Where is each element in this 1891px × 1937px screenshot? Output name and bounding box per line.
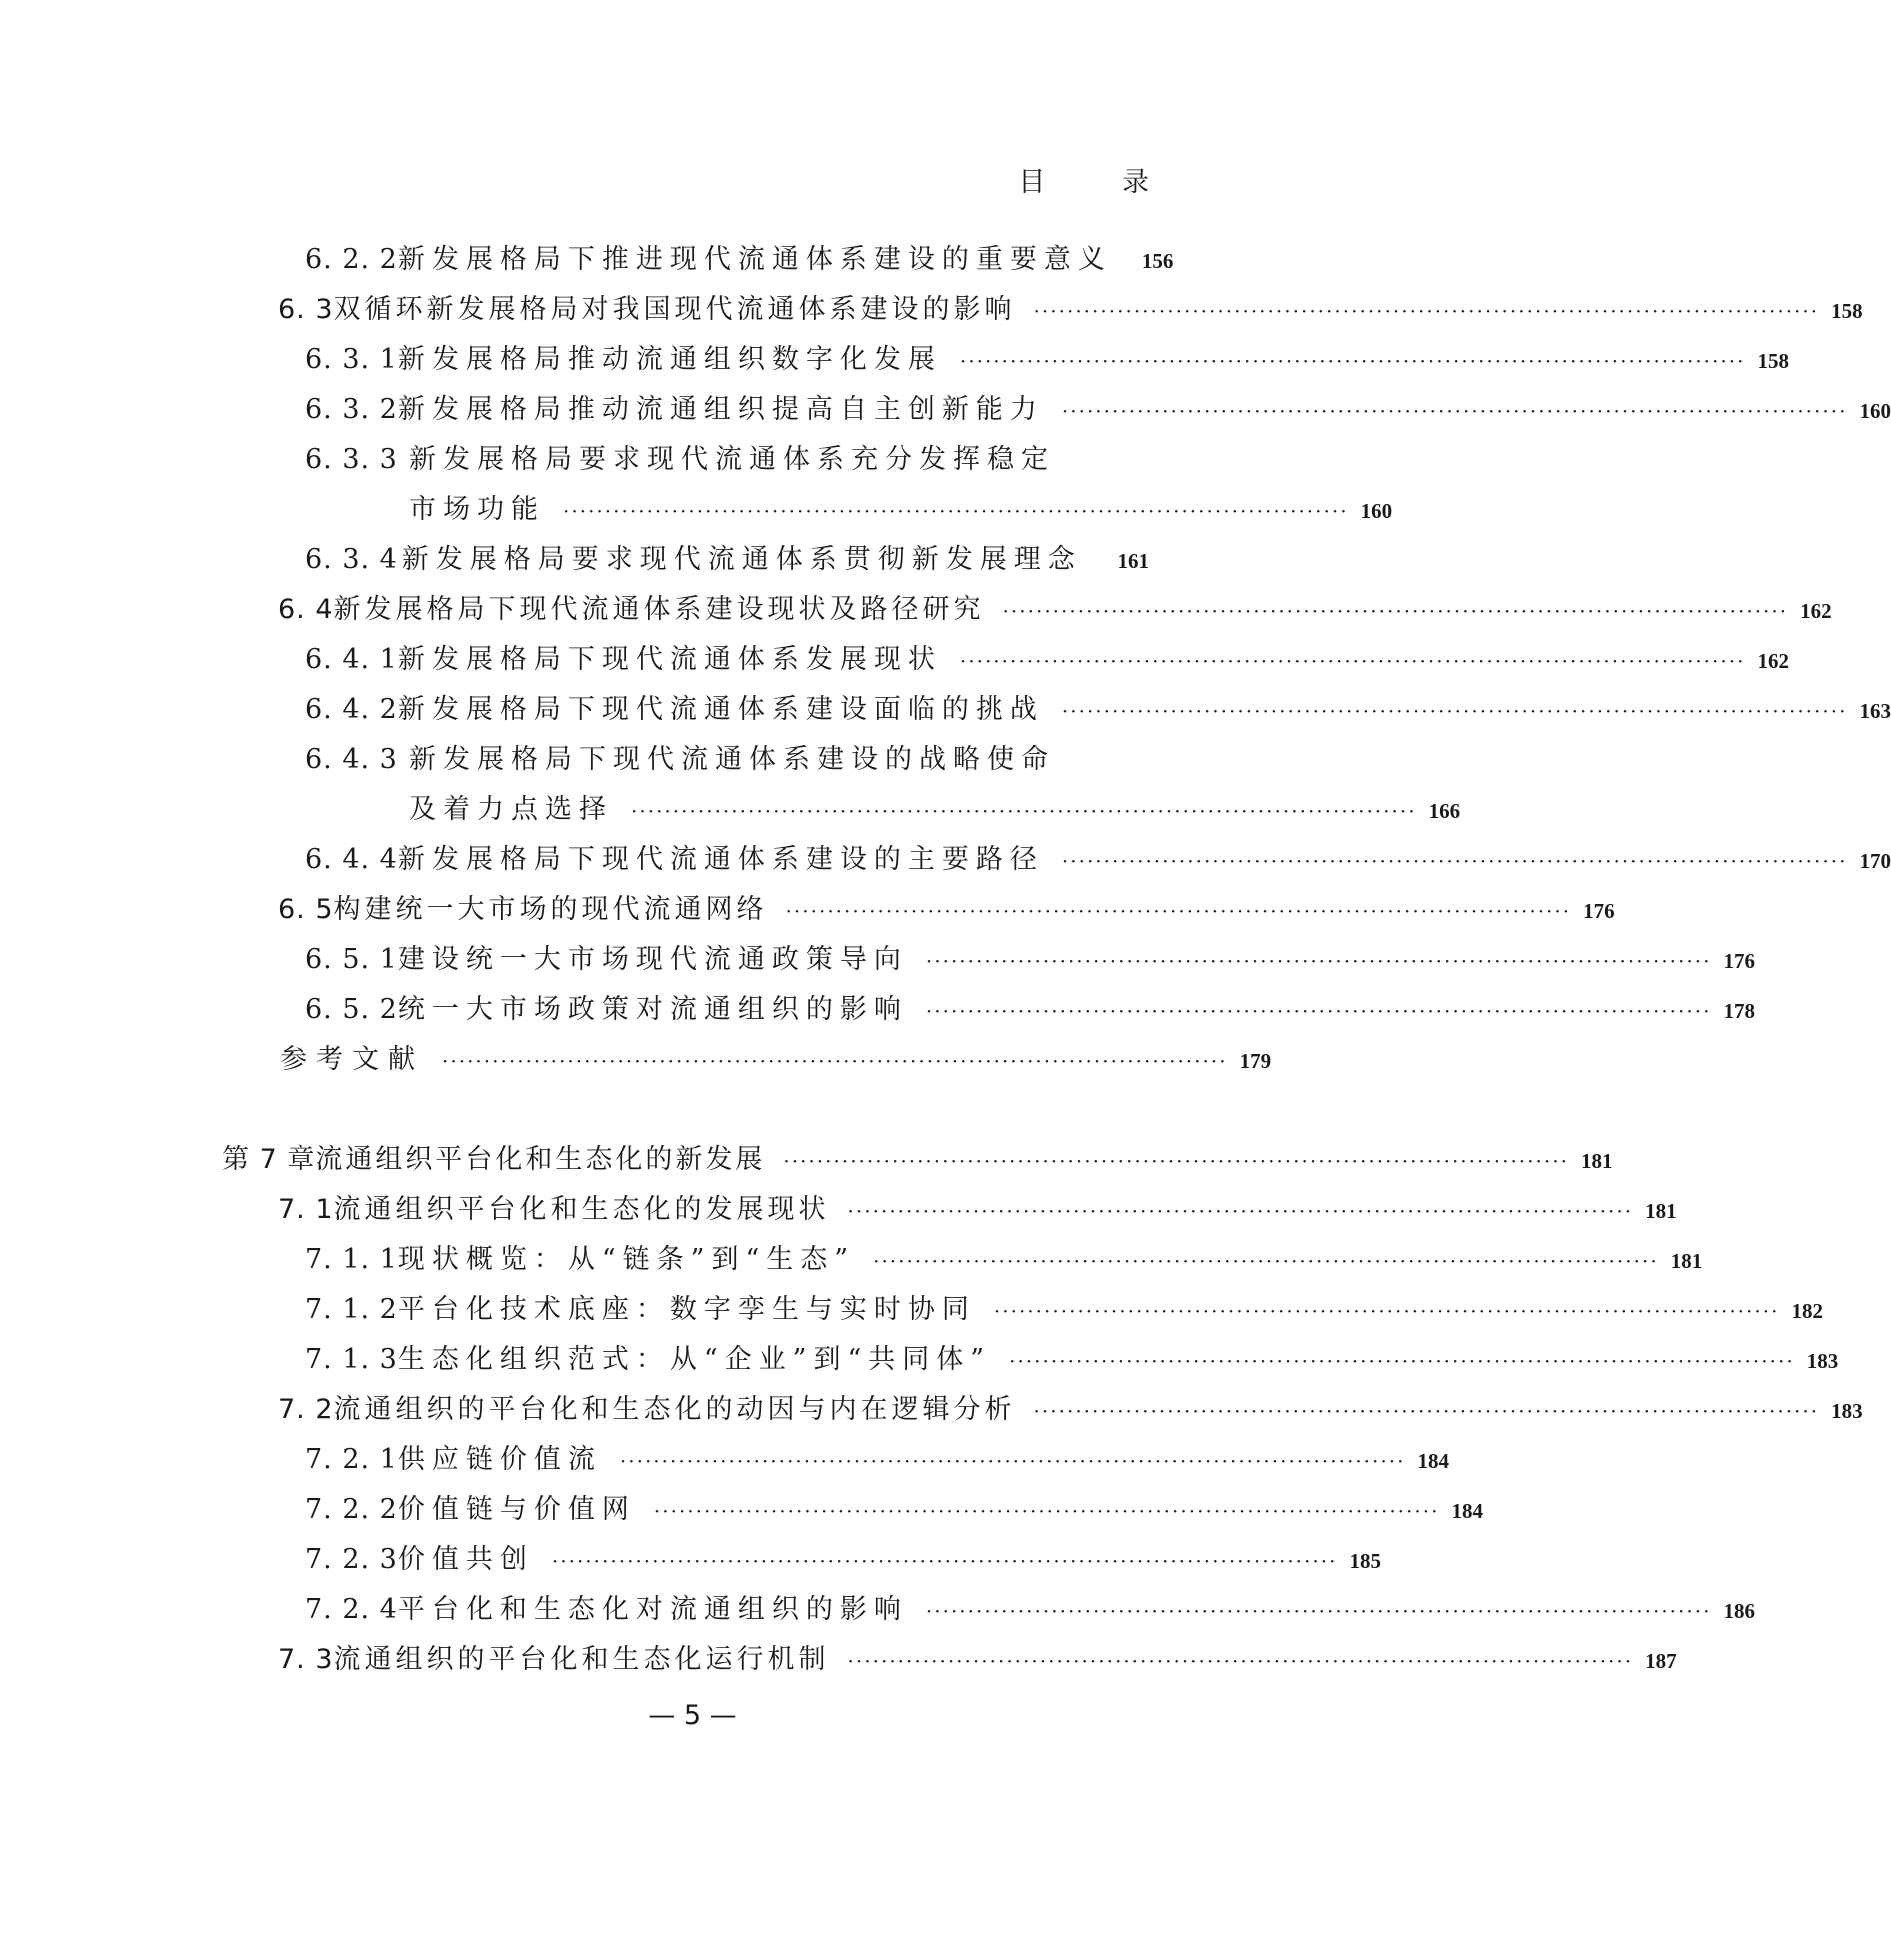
toc-entry-number: 7. 2. 4 — [305, 1594, 398, 1625]
toc-entry-title: 双循环新发展格局对我国现代流通体系建设的影响 — [333, 294, 1016, 325]
toc-entry-page: 161 — [1117, 549, 1149, 573]
toc-entry-number: 6. 3. 1 — [305, 344, 398, 375]
toc-entry[interactable] — [305, 690, 1891, 730]
toc-entry-title: 新发展格局下现代流通体系建设的战略使命 — [409, 744, 1055, 775]
toc-entry-title: 新发展格局下现代流通体系发展现状 — [397, 644, 942, 675]
toc-entry-page: 160 — [1360, 499, 1393, 523]
dot-leader: ······························································································ — [631, 799, 1417, 823]
toc-entry[interactable] — [409, 790, 1461, 830]
dot-leader: ······························································································ — [959, 349, 1746, 373]
toc-entry-title: 参考文献 — [280, 1044, 424, 1075]
toc-entry-page: 158 — [1757, 349, 1789, 373]
toc-entry[interactable] — [409, 490, 1393, 530]
dot-leader: ······························································································ — [1061, 849, 1848, 873]
toc-entry-first-line[interactable] — [305, 440, 1055, 480]
toc-entry-number: 6. 3. 3 — [305, 444, 398, 475]
toc-entry[interactable] — [305, 540, 1149, 580]
toc-entry-number: 6. 4. 3 — [305, 744, 398, 775]
dot-leader: ······························································································ — [785, 899, 1572, 923]
toc-entry-number: 6. 5 — [278, 894, 334, 925]
toc-entry-number: 7. 1. 3 — [305, 1344, 398, 1375]
toc-entry-page: 181 — [1670, 1249, 1703, 1273]
dot-leader: ······························································································ — [1061, 399, 1848, 423]
toc-entry-title: 统一大市场政策对流通组织的影响 — [397, 994, 908, 1025]
toc-entry-title: 新发展格局下现代流通体系建设面临的挑战 — [397, 694, 1044, 725]
dot-leader: ······························································································ — [619, 1449, 1406, 1473]
dot-leader: ······························································································ — [563, 499, 1349, 523]
toc-entry[interactable] — [305, 1340, 1839, 1380]
toc-entry-page: 183 — [1806, 1349, 1839, 1373]
toc-entry[interactable] — [278, 290, 1863, 330]
toc-entry-number: 6. 5. 2 — [305, 994, 398, 1025]
toc-entry-title: 新发展格局下推进现代流通体系建设的重要意义 — [397, 244, 1112, 275]
dot-leader: ······························································································ — [1009, 1349, 1795, 1373]
toc-entry-page: 185 — [1349, 1549, 1381, 1573]
toc-entry[interactable] — [305, 990, 1755, 1030]
toc-entry-title: 价值共创 — [397, 1544, 534, 1575]
toc-entry[interactable] — [305, 340, 1789, 380]
toc-entry-number: 7. 1. 1 — [305, 1244, 398, 1275]
toc-entry[interactable] — [305, 240, 1174, 280]
toc-entry-title-continued: 及着力点选择 — [409, 794, 613, 825]
toc-entry-title: 平台化技术底座：数字孪生与实时协同 — [397, 1294, 976, 1325]
toc-entry-page: 162 — [1800, 599, 1832, 623]
dot-leader: ······························································································ — [1002, 599, 1789, 623]
toc-entry-page: 184 — [1451, 1499, 1483, 1523]
toc-entry-page: 158 — [1831, 299, 1863, 323]
toc-entry-page: 182 — [1791, 1299, 1823, 1323]
toc-entry-title: 新发展格局下现代流通体系建设现状及路径研究 — [333, 594, 985, 625]
dot-leader: ······························································································ — [959, 649, 1746, 673]
dot-leader: ······························································································ — [925, 999, 1712, 1023]
toc-entry[interactable] — [278, 890, 1615, 930]
dot-leader: ······························································································ — [653, 1499, 1440, 1523]
toc-entry-number: 6. 2. 2 — [305, 244, 398, 275]
toc-entry[interactable] — [305, 1290, 1823, 1330]
toc-entry-number: 7. 2. 2 — [305, 1494, 398, 1525]
dot-leader: ······························································································ — [873, 1249, 1659, 1273]
toc-entry[interactable] — [305, 1490, 1483, 1530]
toc-entry-page: 176 — [1723, 949, 1755, 973]
toc-entry-number: 6. 4. 2 — [305, 694, 398, 725]
toc-entry[interactable] — [278, 1390, 1863, 1430]
dot-leader: ······························································································ — [442, 1049, 1228, 1073]
toc-entry-page: 178 — [1723, 999, 1755, 1023]
toc-entry[interactable] — [305, 1590, 1755, 1630]
toc-entry-title: 新发展格局推动流通组织提高自主创新能力 — [397, 394, 1044, 425]
toc-entry-title: 价值链与价值网 — [397, 1494, 636, 1525]
toc-entry-title: 构建统一大市场的现代流通网络 — [333, 894, 768, 925]
toc-entry[interactable] — [305, 1540, 1381, 1580]
toc-entry-chapter[interactable] — [222, 1140, 1613, 1180]
toc-entry-first-line[interactable] — [305, 740, 1055, 780]
toc-entry-page: 181 — [1645, 1199, 1677, 1223]
toc-entry-number: 7. 1 — [278, 1194, 334, 1225]
toc-entry-title: 新发展格局要求现代流通体系充分发挥稳定 — [409, 444, 1055, 475]
toc-entry-number: 7. 2. 1 — [305, 1444, 398, 1475]
toc-entry-number: 6. 4 — [278, 594, 334, 625]
toc-entry-title: 建设统一大市场现代流通政策导向 — [397, 944, 908, 975]
toc-entry-title: 生态化组织范式：从“企业”到“共同体” — [397, 1344, 992, 1375]
running-header: 目 录 — [1018, 167, 1183, 198]
toc-entry-page: 176 — [1583, 899, 1615, 923]
dot-leader: ······························································································ — [993, 1299, 1780, 1323]
page-number: — 5 — — [648, 1700, 737, 1731]
toc-entry-page: 181 — [1580, 1149, 1613, 1173]
toc-entry[interactable] — [278, 1640, 1677, 1680]
dot-leader: ······························································································ — [1061, 699, 1848, 723]
toc-entry-number: 6. 3 — [278, 294, 334, 325]
toc-entry-number: 6. 5. 1 — [305, 944, 398, 975]
toc-entry-page: 160 — [1859, 399, 1891, 423]
dot-leader: ······························································································ — [1033, 299, 1820, 323]
toc-entry-title: 流通组织的平台化和生态化运行机制 — [333, 1644, 830, 1675]
toc-entry-number: 7. 2 — [278, 1394, 334, 1425]
toc-entry-title: 流通组织平台化和生态化的新发展 — [315, 1144, 766, 1175]
toc-entry-number: 7. 1. 2 — [305, 1294, 398, 1325]
toc-entry-title: 新发展格局下现代流通体系建设的主要路径 — [397, 844, 1044, 875]
toc-entry-page: 156 — [1141, 249, 1174, 273]
toc-entry-title: 流通组织的平台化和生态化的动因与内在逻辑分析 — [333, 1394, 1016, 1425]
toc-entry-number: 6. 4. 4 — [305, 844, 398, 875]
toc-entry-number: 6. 4. 1 — [305, 644, 398, 675]
dot-leader: ······························································································ — [783, 1149, 1569, 1173]
dot-leader: ······························································································ — [847, 1199, 1634, 1223]
toc-entry-title: 现状概览：从“链条”到“生态” — [397, 1244, 856, 1275]
dot-leader: ······························································································ — [847, 1649, 1634, 1673]
dot-leader: ······························································································ — [925, 949, 1712, 973]
toc-entry-number: 6. 3. 4 — [305, 544, 398, 575]
toc-entry[interactable] — [305, 390, 1891, 430]
toc-entry-title: 新发展格局要求现代流通体系贯彻新发展理念 — [401, 544, 1082, 575]
toc-entry-page: 166 — [1428, 799, 1461, 823]
toc-entry-number: 第 7 章 — [222, 1144, 316, 1175]
toc-entry[interactable] — [305, 1240, 1703, 1280]
toc-entry[interactable] — [305, 1440, 1449, 1480]
toc-entry-page: 179 — [1239, 1049, 1272, 1073]
toc-entry[interactable] — [305, 940, 1755, 980]
toc-entry-page: 183 — [1831, 1399, 1863, 1423]
toc-entry-page: 162 — [1757, 649, 1789, 673]
toc-entry-title: 供应链价值流 — [397, 1444, 602, 1475]
dot-leader: ······························································································ — [551, 1549, 1338, 1573]
toc-entry-page: 184 — [1417, 1449, 1449, 1473]
toc-entry-title: 新发展格局推动流通组织数字化发展 — [397, 344, 942, 375]
toc-entry-page: 170 — [1859, 849, 1891, 873]
dot-leader: ······························································································ — [1033, 1399, 1820, 1423]
toc-entry-number: 6. 3. 2 — [305, 394, 398, 425]
toc-entry[interactable] — [278, 590, 1832, 630]
dot-leader: ······························································································ — [925, 1599, 1712, 1623]
toc-entry-page: 163 — [1859, 699, 1891, 723]
toc-entry-references[interactable] — [280, 1040, 1272, 1080]
toc-entry-title-continued: 市场功能 — [409, 494, 545, 525]
toc-entry-title: 平台化和生态化对流通组织的影响 — [397, 1594, 908, 1625]
toc-entry-page: 187 — [1645, 1649, 1677, 1673]
toc-entry[interactable] — [278, 1190, 1677, 1230]
toc-entry[interactable] — [305, 640, 1789, 680]
toc-entry-page: 186 — [1723, 1599, 1755, 1623]
toc-entry-number: 7. 2. 3 — [305, 1544, 398, 1575]
toc-entry-number: 7. 3 — [278, 1644, 334, 1675]
toc-entry-title: 流通组织平台化和生态化的发展现状 — [333, 1194, 830, 1225]
toc-entry[interactable] — [305, 840, 1891, 880]
